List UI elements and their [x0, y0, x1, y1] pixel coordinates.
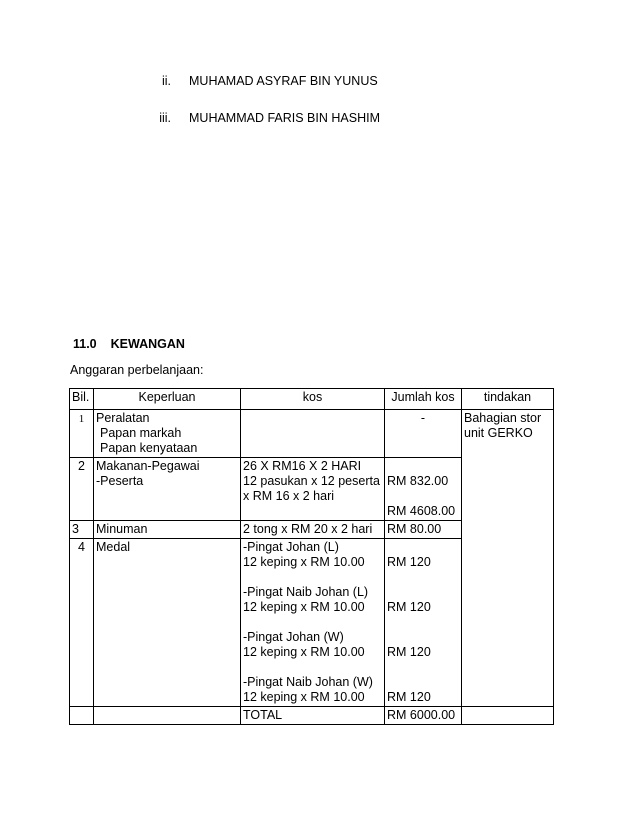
- header-jumlah-kos: Jumlah kos: [385, 389, 462, 410]
- budget-table: [69, 388, 554, 725]
- table-total-row: [70, 707, 554, 725]
- cell-keperluan: Peralatan Papan markah Papan kenyataan: [94, 410, 241, 458]
- cell-keperluan: Makanan-Pegawai -Peserta: [94, 458, 241, 521]
- cell-bil: 4: [70, 539, 94, 707]
- cell-tindakan: [462, 539, 554, 707]
- table-row: [70, 521, 554, 539]
- table-row: [70, 458, 554, 521]
- header-bil: Bil.: [70, 389, 94, 410]
- section-subtitle: Anggaran perbelanjaan:: [70, 363, 204, 377]
- table-row: [70, 410, 554, 458]
- cell-jumlah-kos: RM 80.00: [385, 521, 462, 539]
- cell-keperluan: Minuman: [94, 521, 241, 539]
- cell-tindakan: [462, 458, 554, 521]
- member-list-item: [142, 74, 378, 88]
- table-header-row: [70, 389, 554, 410]
- section-heading: [73, 337, 185, 351]
- cell-kos: -Pingat Johan (L) 12 keping x RM 10.00 -Pingat Naib Johan (L) 12 keping x RM 10.00 -Pingat Johan (W) 12 keping x RM 10.00 -Pingat Naib Johan (W) 12 keping x RM 10.00: [241, 539, 385, 707]
- cell-jumlah-kos: RM 832.00 RM 4608.00: [385, 458, 462, 521]
- cell-kos: 26 X RM16 X 2 HARI 12 pasukan x 12 peserta x RM 16 x 2 hari: [241, 458, 385, 521]
- member-name: MUHAMMAD FARIS BIN HASHIM: [189, 111, 380, 125]
- list-number: ii.: [161, 74, 171, 88]
- cell-bil: 2: [70, 458, 94, 521]
- cell-kos: [241, 410, 385, 458]
- cell-bil: [70, 707, 94, 725]
- section-title: KEWANGAN: [110, 337, 185, 351]
- section-number: 11.0: [73, 337, 97, 351]
- cell-tindakan: Bahagian stor unit GERKO: [462, 410, 554, 458]
- cell-keperluan: Medal: [94, 539, 241, 707]
- cell-bil: 1: [70, 410, 94, 458]
- header-keperluan: Keperluan: [94, 389, 241, 410]
- cell-jumlah-kos: -: [385, 410, 462, 458]
- total-label: TOTAL: [241, 707, 385, 725]
- cell-bil: 3: [70, 521, 94, 539]
- list-number: iii.: [159, 111, 171, 125]
- cell-tindakan: [462, 707, 554, 725]
- header-kos: kos: [241, 389, 385, 410]
- header-tindakan: tindakan: [462, 389, 554, 410]
- member-list-item: [142, 111, 380, 125]
- cell-jumlah-kos: RM 120 RM 120 RM 120 RM 120: [385, 539, 462, 707]
- cell-tindakan: [462, 521, 554, 539]
- total-value: RM 6000.00: [385, 707, 462, 725]
- cell-keperluan: [94, 707, 241, 725]
- cell-kos: 2 tong x RM 20 x 2 hari: [241, 521, 385, 539]
- table-row: [70, 539, 554, 707]
- member-name: MUHAMAD ASYRAF BIN YUNUS: [189, 74, 378, 88]
